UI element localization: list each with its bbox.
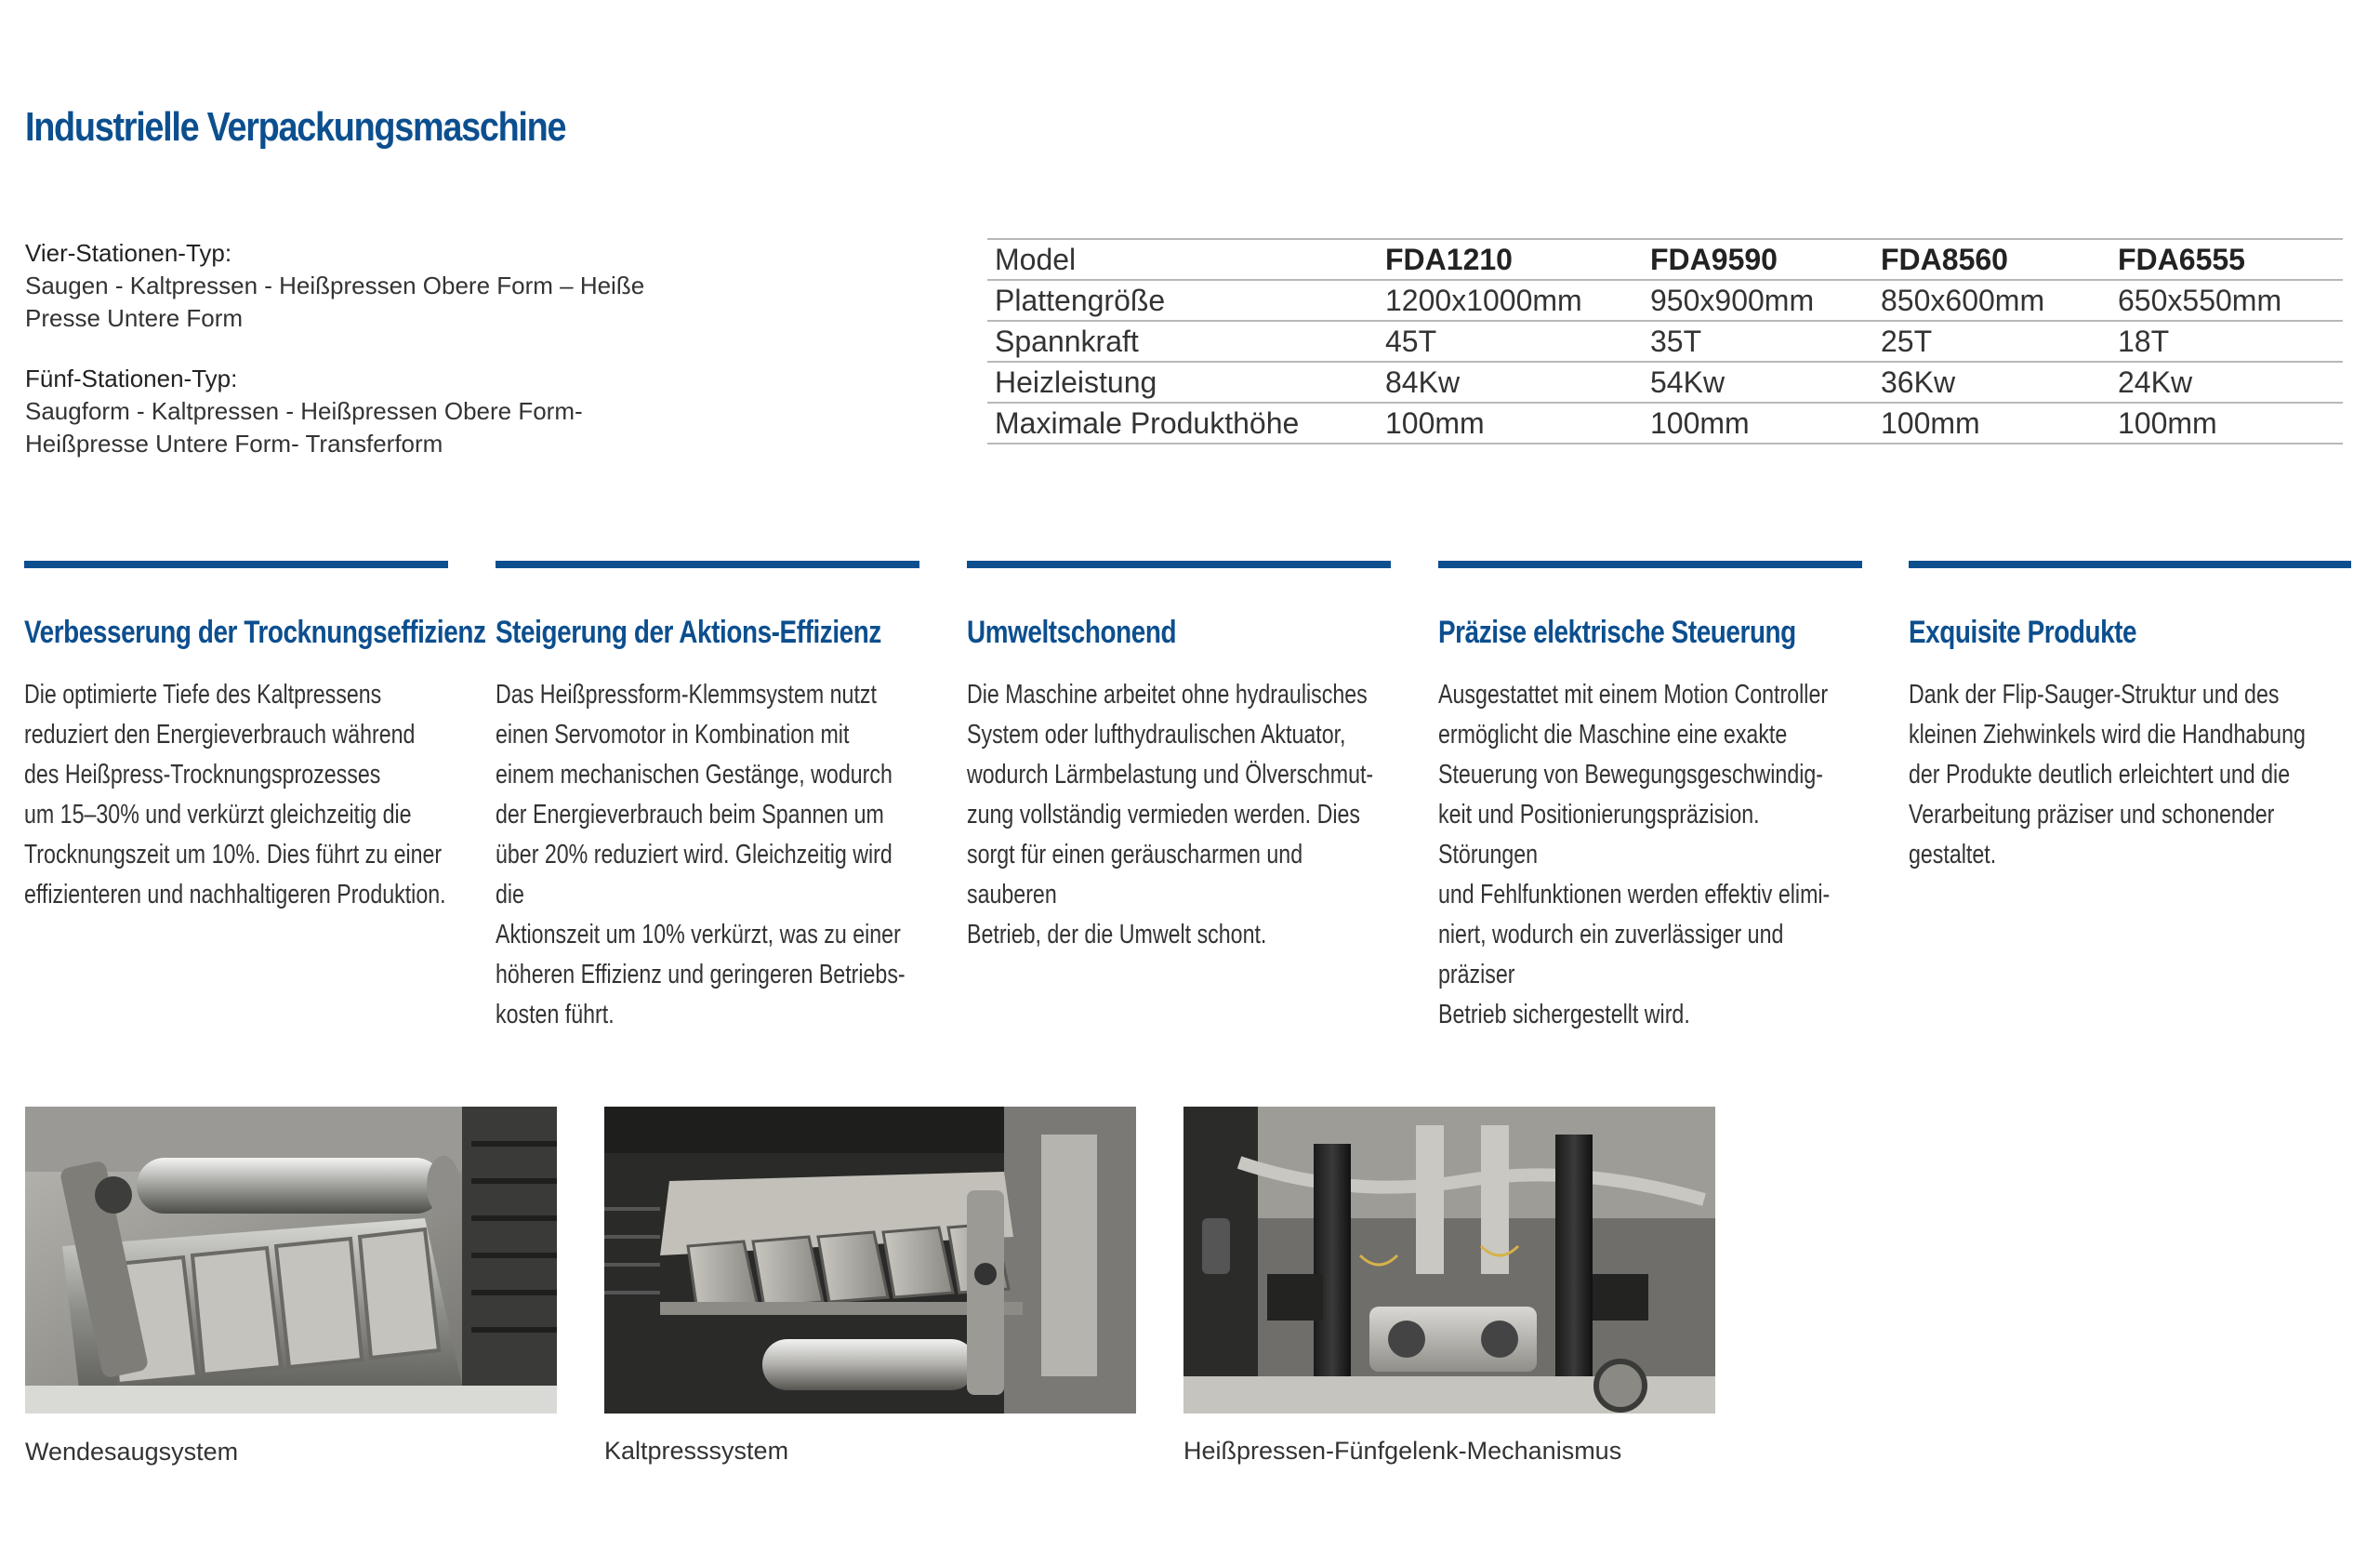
feature-line: Dank der Flip-Sauger-Struktur und des — [1909, 680, 2280, 710]
type-four-station — [25, 237, 732, 335]
table-cell: 950x900mm — [1650, 283, 1815, 317]
feature-line: ermöglicht die Maschine eine exakte — [1438, 720, 1788, 750]
feature-title: Steigerung der Aktions-Effizienz — [496, 615, 881, 650]
table-cell: 100mm — [1881, 405, 1980, 440]
feature-title: Verbesserung der Trocknungseffizienz — [24, 615, 486, 650]
table-cell: 100mm — [2118, 405, 2217, 440]
feature-line: der Energieverbrauch beim Spannen um — [496, 800, 884, 830]
model-header: FDA9590 — [1650, 242, 1778, 276]
feature-text — [1909, 675, 2333, 875]
feature-line: zung vollständig vermieden werden. Dies — [967, 800, 1360, 830]
spec-table — [987, 238, 2343, 445]
feature-electric-control — [1438, 561, 1866, 1035]
type-line: Saugform - Kaltpressen - Heißpressen Obere Form- — [25, 397, 583, 425]
feature-line: Betrieb, der die Umwelt schont. — [967, 920, 1267, 949]
feature-divider — [1909, 561, 2351, 568]
table-row — [987, 403, 2343, 444]
type-line: Heißpresse Untere Form- Transferform — [25, 430, 443, 458]
table-header-cell: Model — [995, 242, 1077, 276]
feature-title: Präzise elektrische Steuerung — [1438, 615, 1796, 650]
feature-divider — [496, 561, 919, 568]
model-header: FDA8560 — [1881, 242, 2008, 276]
photo-cold-press-system — [604, 1107, 1136, 1414]
table-cell: 850x600mm — [1881, 283, 2045, 317]
feature-line: sorgt für einen geräuscharmen und sauberen — [967, 840, 1303, 909]
photo-hot-press-linkage — [1183, 1107, 1715, 1414]
table-cell: 54Kw — [1650, 365, 1726, 399]
feature-text — [967, 675, 1391, 955]
feature-line: einen Servomotor in Kombination mit — [496, 720, 850, 750]
type-heading: Fünf-Stationen-Typ: — [25, 365, 238, 392]
feature-line: Das Heißpressform-Klemmsystem nutzt — [496, 680, 877, 710]
type-five-station — [25, 363, 732, 460]
feature-line: höheren Effizienz und geringeren Betriebs- — [496, 960, 906, 989]
feature-line: reduziert den Energieverbrauch während — [24, 720, 416, 750]
photo-caption: Heißpressen-Fünfgelenk-Mechanismus — [1183, 1437, 1622, 1465]
row-label: Heizleistung — [995, 365, 1157, 399]
feature-text — [1438, 675, 1862, 1035]
feature-divider — [967, 561, 1391, 568]
feature-line: wodurch Lärmbelastung und Ölverschmut- — [967, 760, 1374, 790]
feature-line: Aktionszeit um 10% verkürzt, was zu einer — [496, 920, 901, 949]
table-cell: 24Kw — [2118, 365, 2193, 399]
feature-line: keit und Positionierungspräzision. Störungen — [1438, 800, 1760, 869]
table-header-row — [987, 239, 2343, 280]
table-cell: 84Kw — [1385, 365, 1461, 399]
table-row — [987, 321, 2343, 362]
feature-line: effizienteren und nachhaltigeren Produktion. — [24, 880, 446, 909]
table-row — [987, 280, 2343, 321]
table-cell: 35T — [1650, 324, 1702, 358]
feature-text — [24, 675, 448, 915]
table-cell: 36Kw — [1881, 365, 1956, 399]
table-cell: 45T — [1385, 324, 1437, 358]
table-cell: 650x550mm — [2118, 283, 2282, 317]
feature-line: Verarbeitung präziser und schonender — [1909, 800, 2275, 830]
table-cell: 25T — [1881, 324, 1933, 358]
feature-drying-efficiency — [24, 561, 486, 915]
feature-line: Betrieb sichergestellt wird. — [1438, 1000, 1690, 1029]
feature-line: um 15–30% und verkürzt gleichzeitig die — [24, 800, 412, 830]
feature-line: kosten führt. — [496, 1000, 615, 1029]
type-heading: Vier-Stationen-Typ: — [25, 239, 232, 267]
feature-line: Die optimierte Tiefe des Kaltpressens — [24, 680, 382, 710]
feature-title: Umweltschonend — [967, 615, 1177, 650]
table-cell: 100mm — [1385, 405, 1485, 440]
feature-text — [496, 675, 919, 1035]
table-cell: 1200x1000mm — [1385, 283, 1582, 317]
row-label: Spannkraft — [995, 324, 1139, 358]
feature-title: Exquisite Produkte — [1909, 615, 2137, 650]
type-line: Presse Untere Form — [25, 304, 244, 332]
feature-line: und Fehlfunktionen werden effektiv elimi- — [1438, 880, 1831, 909]
feature-line: des Heißpress-Trocknungsprozesses — [24, 760, 381, 790]
feature-line: System oder lufthydraulischen Aktuator, — [967, 720, 1346, 750]
table-row — [987, 362, 2343, 403]
model-header: FDA6555 — [2118, 242, 2245, 276]
feature-line: Steuerung von Bewegungsgeschwindig- — [1438, 760, 1824, 790]
feature-divider — [24, 561, 448, 568]
feature-eco-friendly — [967, 561, 1395, 955]
feature-line: der Produkte deutlich erleichtert und die — [1909, 760, 2291, 790]
photo-caption: Kaltpresssystem — [604, 1437, 789, 1465]
feature-line: einem mechanischen Gestänge, wodurch — [496, 760, 892, 790]
feature-line: Ausgestattet mit einem Motion Controller — [1438, 680, 1829, 710]
feature-exquisite-products — [1909, 561, 2336, 875]
row-label: Maximale Produkthöhe — [995, 405, 1300, 440]
model-header: FDA1210 — [1385, 242, 1513, 276]
photo-caption: Wendesaugsystem — [25, 1438, 239, 1466]
type-line: Saugen - Kaltpressen - Heißpressen Obere Form – Heiße — [25, 272, 645, 299]
feature-action-efficiency — [496, 561, 923, 1035]
feature-line: gestaltet. — [1909, 840, 1997, 869]
feature-line: Die Maschine arbeitet ohne hydraulisches — [967, 680, 1368, 710]
feature-line: niert, wodurch ein zuverlässiger und präziser — [1438, 920, 1784, 989]
row-label: Plattengröße — [995, 283, 1166, 317]
station-types — [25, 237, 732, 488]
photo-suction-system — [25, 1107, 557, 1414]
table-cell: 100mm — [1650, 405, 1750, 440]
page-title: Industrielle Verpackungsmaschine — [25, 104, 566, 150]
feature-line: über 20% reduziert wird. Gleichzeitig wird die — [496, 840, 892, 909]
table-cell: 18T — [2118, 324, 2170, 358]
feature-line: kleinen Ziehwinkels wird die Handhabung — [1909, 720, 2306, 750]
feature-divider — [1438, 561, 1862, 568]
feature-line: Trocknungszeit um 10%. Dies führt zu einer — [24, 840, 443, 869]
